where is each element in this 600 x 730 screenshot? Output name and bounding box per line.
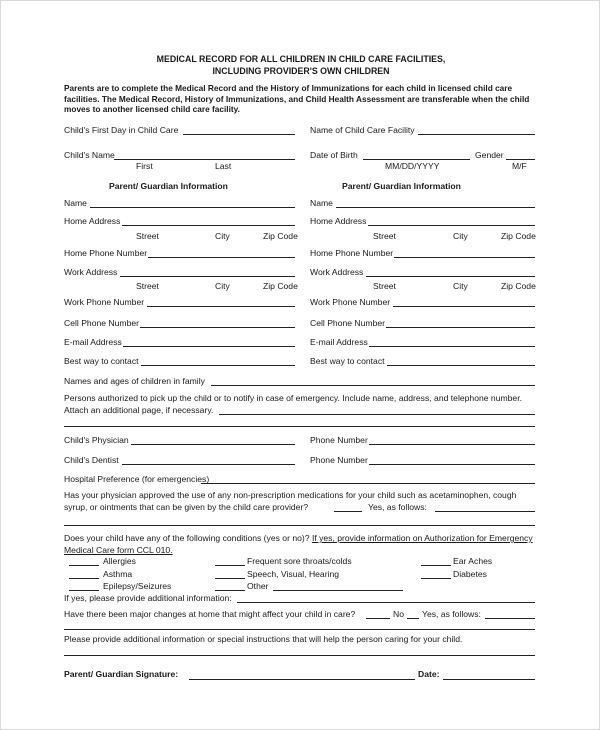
names-children-field[interactable] <box>211 385 535 386</box>
childs-name-field[interactable] <box>114 159 295 160</box>
p2-name-field[interactable] <box>336 207 535 208</box>
p1-cell-phone-field[interactable] <box>140 327 295 328</box>
asthma-label: Asthma <box>103 569 133 579</box>
p2-contact-field[interactable] <box>387 365 535 366</box>
p2-cell-phone-field[interactable] <box>386 327 535 328</box>
nonprescription-details-field[interactable] <box>64 525 535 526</box>
p1-cell-phone-label: Cell Phone Number <box>64 318 139 328</box>
epilepsy-label: Epilepsy/Seizures <box>103 581 172 591</box>
gender-label: Gender <box>475 150 504 160</box>
speech-label: Speech, Visual, Hearing <box>247 569 340 579</box>
p2-street-caption: Street <box>373 231 396 241</box>
nonprescription-yes-field[interactable] <box>435 511 535 512</box>
p1-name-label: Name <box>64 198 87 208</box>
major-changes-label: Have there been major changes at home that might affect your child in care? <box>64 609 356 619</box>
gender-field[interactable] <box>506 159 535 160</box>
additional-info-field[interactable] <box>64 655 535 656</box>
authorized-persons-label: Persons authorized to pick up the child or to notify in case of emergency. Include name, address, and telephone number. <box>64 393 522 403</box>
p2-work-city-caption: City <box>453 281 468 291</box>
physician-phone-field[interactable] <box>369 444 535 445</box>
p2-work-address-field[interactable] <box>366 276 535 277</box>
major-changes-no-label: No <box>393 609 404 619</box>
conditions-question-text: Does your child have any of the following conditions (yes or no)? <box>64 533 312 543</box>
intro-paragraph: Parents are to complete the Medical Record and the History of Immunizations for each child in licensed child care facilities. The Medical Record, History of Immunizations, and Child Health Assessment are transferable when the child moves to another licensed child care facility. <box>64 83 530 115</box>
other-details-field[interactable] <box>273 590 403 591</box>
if-yes-provide-label: If yes, please provide additional information: <box>64 593 232 603</box>
dentist-phone-field[interactable] <box>369 464 535 465</box>
facility-name-field[interactable] <box>418 134 535 135</box>
ear-aches-label: Ear Aches <box>453 556 493 566</box>
major-changes-yes-field[interactable] <box>407 618 419 619</box>
dentist-label: Child's Dentist <box>64 455 119 465</box>
additional-info-label: Please provide additional information or special instructions that will help the person caring for your child. <box>64 634 463 644</box>
names-children-label: Names and ages of children in family <box>64 376 205 386</box>
p1-home-phone-field[interactable] <box>148 257 295 258</box>
form-title-line1: MEDICAL RECORD FOR ALL CHILDREN IN CHILD CARE FACILITIES, <box>156 54 446 64</box>
p1-work-street-caption: Street <box>136 281 159 291</box>
p2-email-label: E-mail Address <box>310 337 368 347</box>
dob-label: Date of Birth <box>310 150 358 160</box>
hospital-field[interactable] <box>201 483 535 484</box>
dentist-phone-label: Phone Number <box>310 455 368 465</box>
p2-cell-phone-label: Cell Phone Number <box>310 318 385 328</box>
p2-email-field[interactable] <box>369 346 535 347</box>
p1-city-caption: City <box>215 231 230 241</box>
dob-format-caption: MM/DD/YYYY <box>385 161 440 171</box>
p1-home-phone-label: Home Phone Number <box>64 248 148 258</box>
nonprescription-yes-label: Yes, as follows: <box>368 502 427 512</box>
p1-email-field[interactable] <box>123 346 295 347</box>
p1-home-address-field[interactable] <box>122 225 295 226</box>
authorized-persons-field-1[interactable] <box>219 414 535 415</box>
nonprescription-no-field[interactable] <box>334 511 362 512</box>
major-changes-details-field[interactable] <box>485 618 535 619</box>
conditions-instruction: If yes, provide information on Authorization for Emergency Medical Care form CCL 010. <box>64 533 533 555</box>
authorized-persons-field-2[interactable] <box>64 426 535 427</box>
major-changes-yes-label: Yes, as follows: <box>422 609 481 619</box>
p2-work-zip-caption: Zip Code <box>501 281 536 291</box>
p2-home-phone-label: Home Phone Number <box>310 248 394 258</box>
childs-name-label: Child's Name <box>64 150 115 160</box>
major-changes-no-field[interactable] <box>366 618 390 619</box>
p2-work-phone-label: Work Phone Number <box>310 297 391 307</box>
conditions-question <box>64 533 539 556</box>
p2-name-label: Name <box>310 198 333 208</box>
allergies-field[interactable] <box>69 565 99 566</box>
sore-throats-label: Frequent sore throats/colds <box>247 556 352 566</box>
parent-heading-2: Parent/ Guardian Information <box>342 181 461 191</box>
attach-note: Attach an additional page, if necessary. <box>64 405 214 415</box>
p1-email-label: E-mail Address <box>64 337 122 347</box>
p1-name-field[interactable] <box>90 207 295 208</box>
other-label: Other <box>247 581 269 591</box>
p1-street-caption: Street <box>136 231 159 241</box>
ear-aches-field[interactable] <box>421 565 451 566</box>
parent-heading-1: Parent/ Guardian Information <box>109 181 228 191</box>
epilepsy-field[interactable] <box>69 590 99 591</box>
p2-home-address-label: Home Address <box>310 216 367 226</box>
p1-contact-label: Best way to contact <box>64 356 139 366</box>
physician-label: Child's Physician <box>64 435 129 445</box>
asthma-field[interactable] <box>69 578 99 579</box>
p1-zip-caption: Zip Code <box>263 231 298 241</box>
physician-field[interactable] <box>131 444 295 445</box>
diabetes-field[interactable] <box>421 578 451 579</box>
if-yes-provide-field[interactable] <box>237 602 535 603</box>
first-name-caption: First <box>136 161 153 171</box>
p1-work-zip-caption: Zip Code <box>263 281 298 291</box>
dob-field[interactable] <box>363 159 470 160</box>
p2-home-address-field[interactable] <box>368 225 535 226</box>
p1-work-phone-field[interactable] <box>147 306 295 307</box>
major-changes-details-field-2[interactable] <box>64 629 535 630</box>
sore-throats-field[interactable] <box>215 565 245 566</box>
p1-work-address-field[interactable] <box>120 276 295 277</box>
first-day-field[interactable] <box>183 134 295 135</box>
p2-city-caption: City <box>453 231 468 241</box>
physician-phone-label: Phone Number <box>310 435 368 445</box>
speech-field[interactable] <box>215 578 245 579</box>
p2-work-phone-field[interactable] <box>393 306 535 307</box>
signature-label: Parent/ Guardian Signature: <box>64 669 179 679</box>
diabetes-label: Diabetes <box>453 569 487 579</box>
p2-work-street-caption: Street <box>373 281 396 291</box>
p1-contact-field[interactable] <box>141 365 295 366</box>
date-label: Date: <box>418 669 440 679</box>
allergies-label: Allergies <box>103 556 136 566</box>
last-name-caption: Last <box>215 161 232 171</box>
p2-zip-caption: Zip Code <box>501 231 536 241</box>
facility-name-label: Name of Child Care Facility <box>310 125 415 135</box>
form-title-line2: INCLUDING PROVIDER'S OWN CHILDREN <box>212 66 390 76</box>
p1-work-phone-label: Work Phone Number <box>64 297 145 307</box>
gender-options-caption: M/F <box>512 161 527 171</box>
date-field[interactable] <box>443 679 535 680</box>
p2-contact-label: Best way to contact <box>310 356 385 366</box>
p1-work-address-label: Work Address <box>64 267 118 277</box>
p1-work-city-caption: City <box>215 281 230 291</box>
p2-home-phone-field[interactable] <box>394 257 535 258</box>
signature-field[interactable] <box>189 679 415 680</box>
first-day-label: Child's First Day in Child Care <box>64 125 179 135</box>
p2-work-address-label: Work Address <box>310 267 364 277</box>
hospital-label: Hospital Preference (for emergencies) <box>64 474 210 484</box>
dentist-field[interactable] <box>122 464 295 465</box>
nonprescription-question: Has your physician approved the use of any non-prescription medications for your child such as acetaminophen, cough syrup, or ointments that can be given by the child care provider? <box>64 490 517 512</box>
other-checkbox-field[interactable] <box>215 590 245 591</box>
p1-home-address-label: Home Address <box>64 216 121 226</box>
